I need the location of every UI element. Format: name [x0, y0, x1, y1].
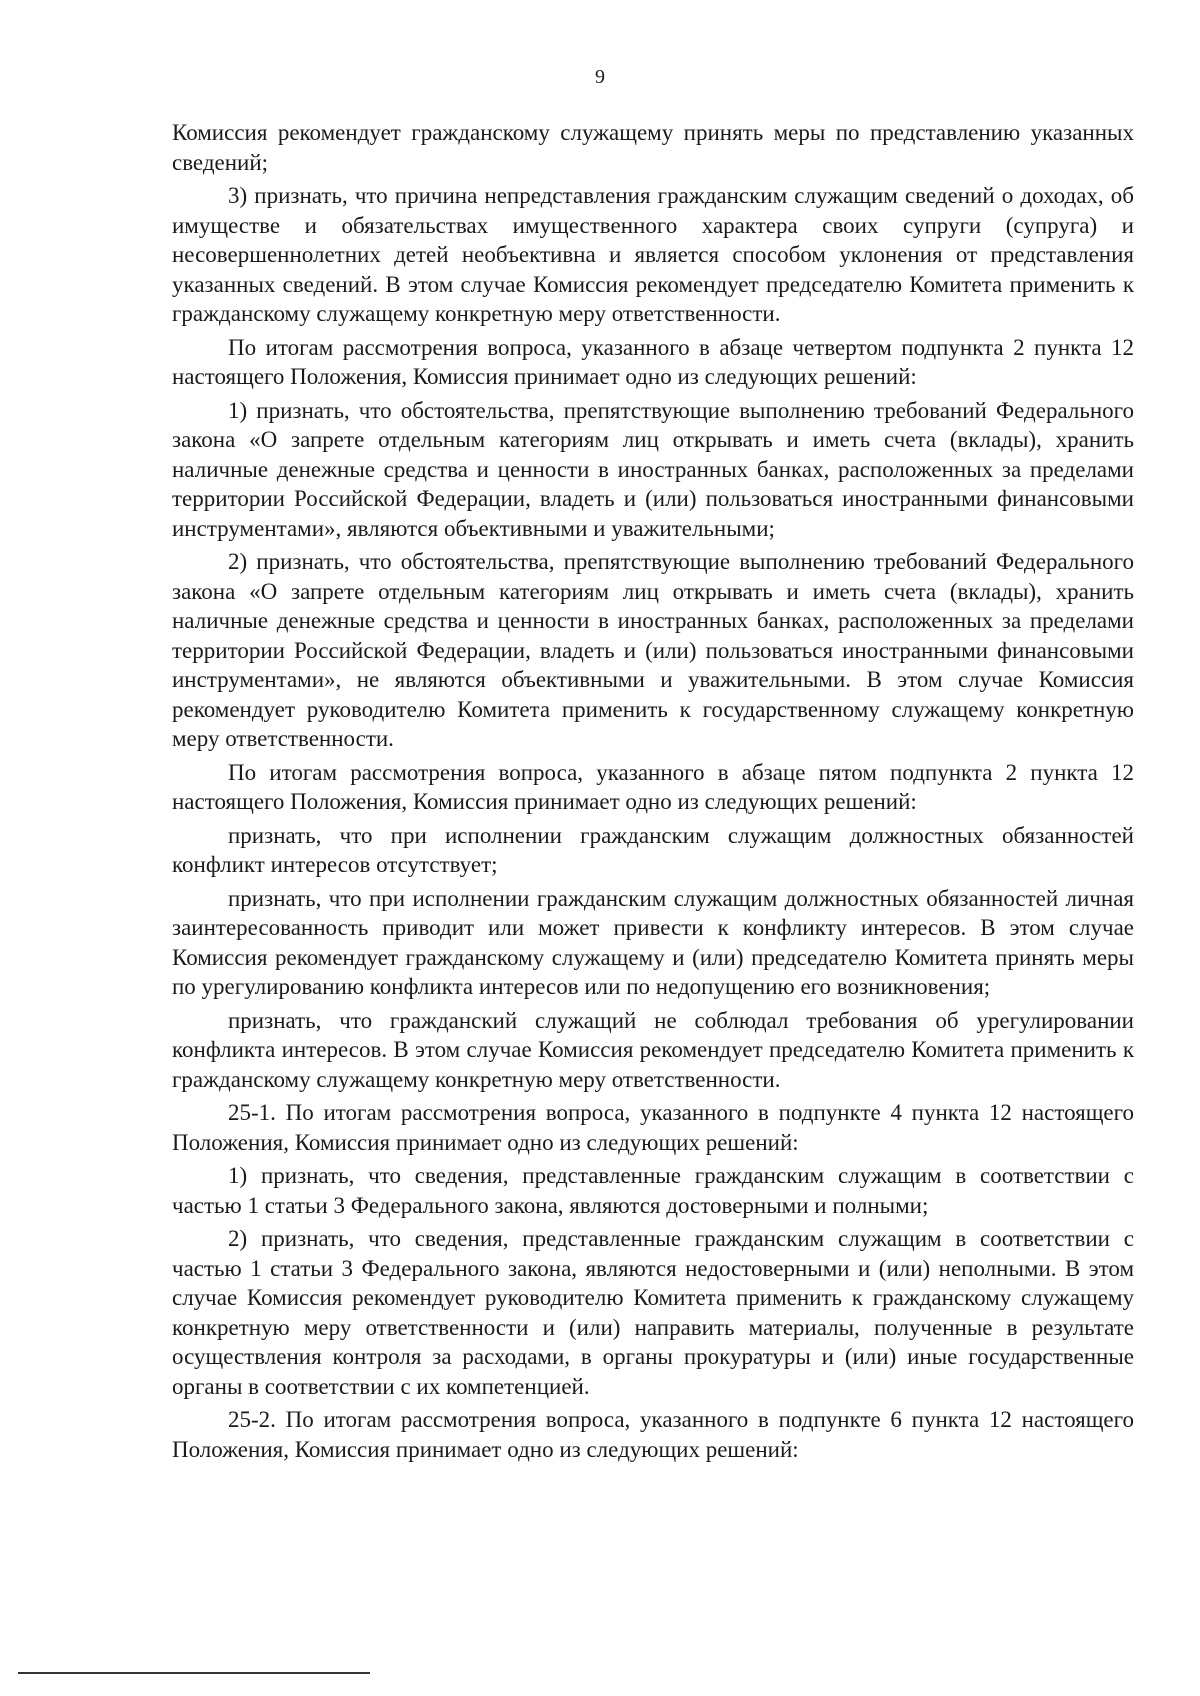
paragraph: 1) признать, что сведения, представленные гражданским служащим в соответствии с частью 1 статьи 3 Федерального закона, являются достоверными и полными; [172, 1163, 1134, 1218]
footnote-divider [18, 1672, 370, 1674]
page-number: 9 [595, 66, 605, 88]
document-body [172, 118, 1134, 1468]
paragraph: 2) признать, что сведения, представленные гражданским служащим в соответствии с частью 1 статьи 3 Федерального закона, являются недостоверными и (или) неполными. В этом случае Комиссия рекомендует руководителю Комитета применить к гражданскому служащему конкретную меру ответственности и (или) направить материалы, полученные в результате осуществления контроля за расходами, в органы прокуратуры и (или) иные государственные органы в соответствии с их компетенцией. [172, 1226, 1134, 1399]
paragraph: 25-1. По итогам рассмотрения вопроса, указанного в подпункте 4 пункта 12 настоящего Положения, Комиссия принимает одно из следующих решений: [172, 1100, 1134, 1155]
paragraph: 2) признать, что обстоятельства, препятствующие выполнению требований Федерального закона «О запрете отдельным категориям лиц открывать и иметь счета (вклады), хранить наличные денежные средства и ценности в иностранных банках, расположенных за пределами территории Российской Федерации, владеть и (или) пользоваться иностранными финансовыми инструментами», не являются объективными и уважительными. В этом случае Комиссия рекомендует руководителю Комитета применить к государственному служащему конкретную меру ответственности. [172, 549, 1134, 751]
paragraph: По итогам рассмотрения вопроса, указанного в абзаце пятом подпункта 2 пункта 12 настоящего Положения, Комиссия принимает одно из следующих решений: [172, 759, 1134, 814]
paragraph: признать, что при исполнении гражданским служащим должностных обязанностей конфликт интересов отсутствует; [172, 822, 1134, 877]
paragraph: 3) признать, что причина непредставления гражданским служащим сведений о доходах, об имуществе и обязательствах имущественного характера своих супруги (супруга) и несовершеннолетних детей необъективна и является способом уклонения от представления указанных сведений. В этом случае Комиссия рекомендует председателю Комитета применить к гражданскому служащему конкретную меру ответственности. [172, 183, 1134, 326]
paragraph: признать, что при исполнении гражданским служащим должностных обязанностей личная заинтересованность приводит или может привести к конфликту интересов. В этом случае Комиссия рекомендует гражданскому служащему и (или) председателю Комитета принять меры по урегулированию конфликта интересов или по недопущению его возникновения; [172, 885, 1134, 999]
paragraph: 25-2. По итогам рассмотрения вопроса, указанного в подпункте 6 пункта 12 настоящего Положения, Комиссия принимает одно из следующих решений: [172, 1407, 1134, 1462]
paragraph: Комиссия рекомендует гражданскому служащему принять меры по представлению указанных сведений; [172, 120, 1134, 175]
paragraph: По итогам рассмотрения вопроса, указанного в абзаце четвертом подпункта 2 пункта 12 настоящего Положения, Комиссия принимает одно из следующих решений: [172, 334, 1134, 389]
paragraph: 1) признать, что обстоятельства, препятствующие выполнению требований Федерального закона «О запрете отдельным категориям лиц открывать и иметь счета (вклады), хранить наличные денежные средства и ценности в иностранных банках, расположенных за пределами территории Российской Федерации, владеть и (или) пользоваться иностранными финансовыми инструментами», являются объективными и уважительными; [172, 397, 1134, 541]
paragraph: признать, что гражданский служащий не соблюдал требования об урегулировании конфликта интересов. В этом случае Комиссия рекомендует председателю Комитета применить к гражданскому служащему конкретную меру ответственности. [172, 1007, 1134, 1092]
